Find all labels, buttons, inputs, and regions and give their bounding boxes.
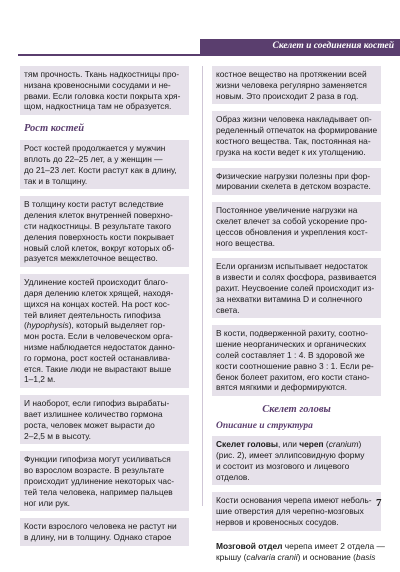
text-line: до 21–23 лет. Кости растут как в длину, bbox=[24, 164, 177, 175]
text-line: жизни человека регулярно заменяется bbox=[216, 79, 367, 90]
text-line: В кости, подверженной рахиту, соотно- bbox=[216, 328, 368, 339]
text-line: вает излишнее количество гормона bbox=[24, 408, 163, 419]
text-line: Функции гипофиза могут усиливаться bbox=[24, 454, 171, 465]
paragraph-adult-bones bbox=[20, 518, 189, 546]
text-line: ного вещества. bbox=[216, 237, 275, 248]
paragraph-excess-hormone bbox=[20, 395, 189, 444]
hypophysis-line: (hypophysis), который выделяет гор- bbox=[24, 320, 166, 331]
text-line: роста, человек может вырасти до bbox=[24, 419, 155, 430]
header-band bbox=[200, 39, 400, 54]
text-line: деления клеток внутренней поверхно- bbox=[24, 210, 173, 221]
paragraph-load-increase bbox=[212, 202, 381, 251]
text-line: тей тела человека, например пальцев bbox=[24, 486, 173, 497]
text-line: новый слой клеток, вокруг которых об- bbox=[24, 242, 175, 253]
text-line: мировании скелета в детском возрасте. bbox=[216, 181, 371, 192]
text-line: тей влияет деятельность гипофиза bbox=[24, 309, 161, 320]
text-line: и состоит из мозгового и лицевого bbox=[216, 460, 350, 471]
text-line: бенок болеет рахитом, его кости стано- bbox=[216, 371, 370, 382]
text-line: щом, надкостница там не образуется. bbox=[24, 101, 172, 112]
text-line: Если организм испытывает недостаток bbox=[216, 261, 368, 272]
text-line: костное вещество на протяжении всей bbox=[216, 69, 367, 79]
text-line: тям прочность. Ткань надкостницы про- bbox=[24, 69, 180, 79]
header-rule bbox=[18, 54, 400, 56]
heading-bone-growth: Рост костей bbox=[24, 123, 85, 135]
text-line: И наоборот, если гипофиз вырабаты- bbox=[24, 398, 170, 409]
text-line: 1–1,2 м. bbox=[24, 374, 56, 385]
text-line: отделов. bbox=[216, 471, 250, 482]
subheading-description: Описание и структура bbox=[216, 421, 313, 432]
text-line: вятся мягкими и деформируются. bbox=[216, 382, 347, 393]
calvaria-latin: calvaria cranii bbox=[246, 551, 298, 562]
text-line: мон роста. Если в человеческом орга- bbox=[24, 331, 173, 342]
paragraph-rickets bbox=[212, 258, 381, 318]
text-line: цессов обновления и укрепления кост- bbox=[216, 226, 368, 237]
text-line: 2–2,5 м в высоту. bbox=[24, 430, 91, 441]
text-line: костного вещества. Так, постоянная на- bbox=[216, 135, 371, 146]
running-header-title: Скелет и соединения костей bbox=[272, 41, 394, 51]
text-line: го гормона, рост костей останавлива- bbox=[24, 352, 171, 363]
text-line: во взрослом возрасте. В результате bbox=[24, 465, 165, 476]
paragraph-growth-length bbox=[20, 274, 189, 388]
paragraph-skull: Скелет головы, или череп (cranium) (рис. 2), имеет эллипсовидную форму и состоит из мозгового и лицевого отделов. bbox=[212, 436, 381, 485]
text-line: В толщину кости растут вследствие bbox=[24, 199, 164, 210]
text-line: света. bbox=[216, 304, 240, 315]
text-line: ется. Такие люди не вырастают выше bbox=[24, 363, 172, 374]
text-line: Постоянное увеличение нагрузки на bbox=[216, 205, 358, 216]
basis-latin: basis bbox=[355, 551, 376, 562]
text-line: грузка на кости ведет к их утолщению. bbox=[216, 146, 366, 157]
text-line: происходит удлинение некоторых час- bbox=[24, 475, 175, 486]
text-line: нервов и кровеносных сосудов. bbox=[216, 516, 339, 527]
text-line: Рост костей продолжается у мужчин bbox=[24, 143, 166, 154]
paragraph-periosteum bbox=[20, 66, 189, 115]
text-line: Кости основания черепа имеют неболь- bbox=[216, 495, 372, 506]
text-line: Удлинение костей происходит благо- bbox=[24, 277, 168, 288]
hypophysis-term: hypophysis bbox=[26, 320, 69, 331]
paragraph-growth-age bbox=[20, 140, 189, 189]
text-line: вплоть до 22–25 лет, а у женщин — bbox=[24, 153, 163, 164]
text-line: низме наблюдается недостаток данно- bbox=[24, 341, 175, 352]
left-column bbox=[20, 66, 189, 553]
cranium-latin: cranium bbox=[328, 439, 359, 450]
text-line: в извести и солях фосфора, развивается bbox=[216, 272, 377, 283]
heading-skull: Скелет головы bbox=[262, 404, 331, 416]
page-number: 7 bbox=[376, 497, 382, 509]
text-line: в длину, ни в толщину. Однако старое bbox=[24, 532, 172, 543]
text-line: новым. Это происходит 2 раза в год. bbox=[216, 90, 359, 101]
text-line: даря делению клеток хрящей, находя- bbox=[24, 287, 174, 298]
text-line: за нехватки витамина D и солнечного bbox=[216, 293, 363, 304]
text-line: рахит. Неусвоение солей происходит из- bbox=[216, 282, 375, 293]
paragraph-physical-load bbox=[212, 168, 381, 196]
text-line: сти надкостницы. В результате такого bbox=[24, 220, 172, 231]
text-line: шение неорганических и органических bbox=[216, 339, 367, 350]
text-line: Образ жизни человека накладывает оп- bbox=[216, 114, 372, 125]
text-line: солей составляет 1 : 4. В здоровой же bbox=[216, 349, 365, 360]
text-line: так и в толщину. bbox=[24, 175, 88, 186]
paragraph-lifestyle bbox=[212, 111, 381, 160]
text-line: кости соотношение равно 3 : 1. Если ре- bbox=[216, 360, 374, 371]
text-line: Кости взрослого человека не растут ни bbox=[24, 521, 177, 532]
text-line: рвами. Если головка кости покрыта хря- bbox=[24, 90, 181, 101]
column-divider bbox=[202, 66, 203, 506]
text-line: скелет влечет за собой ускорение про- bbox=[216, 215, 368, 226]
text-line: шие отверстия для черепно-мозговых bbox=[216, 506, 364, 517]
text-line: разуется межклеточное вещество. bbox=[24, 253, 158, 264]
text-line: (рис. 2), имеет эллипсовидную форму bbox=[216, 449, 365, 460]
paragraph-bone-renewal bbox=[212, 66, 381, 104]
paragraph-salt-ratio bbox=[212, 325, 381, 396]
paragraph-brain-section: Мозговой отдел черепа имеет 2 отдела — крышу (calvaria cranii) и основание (basis bbox=[216, 540, 385, 562]
skull-term: Скелет головы bbox=[216, 439, 278, 450]
right-column bbox=[212, 66, 385, 572]
text-line: Физические нагрузки полезны при фор- bbox=[216, 170, 371, 181]
text-line: ределенный отпечаток на формирование bbox=[216, 125, 378, 136]
text-line: низана кровеносными сосудами и не- bbox=[24, 79, 171, 90]
paragraph-skull-base bbox=[212, 492, 381, 530]
text-line: ног или рук. bbox=[24, 497, 70, 508]
text-line: деления поверхность кости покрывает bbox=[24, 231, 175, 242]
brain-section-term: Мозговой отдел bbox=[216, 540, 283, 551]
text-line: щихся на концах костей. На рост кос- bbox=[24, 298, 170, 309]
paragraph-adult-function bbox=[20, 451, 189, 511]
cranium-term: череп bbox=[299, 439, 324, 450]
paragraph-growth-thickness bbox=[20, 196, 189, 267]
